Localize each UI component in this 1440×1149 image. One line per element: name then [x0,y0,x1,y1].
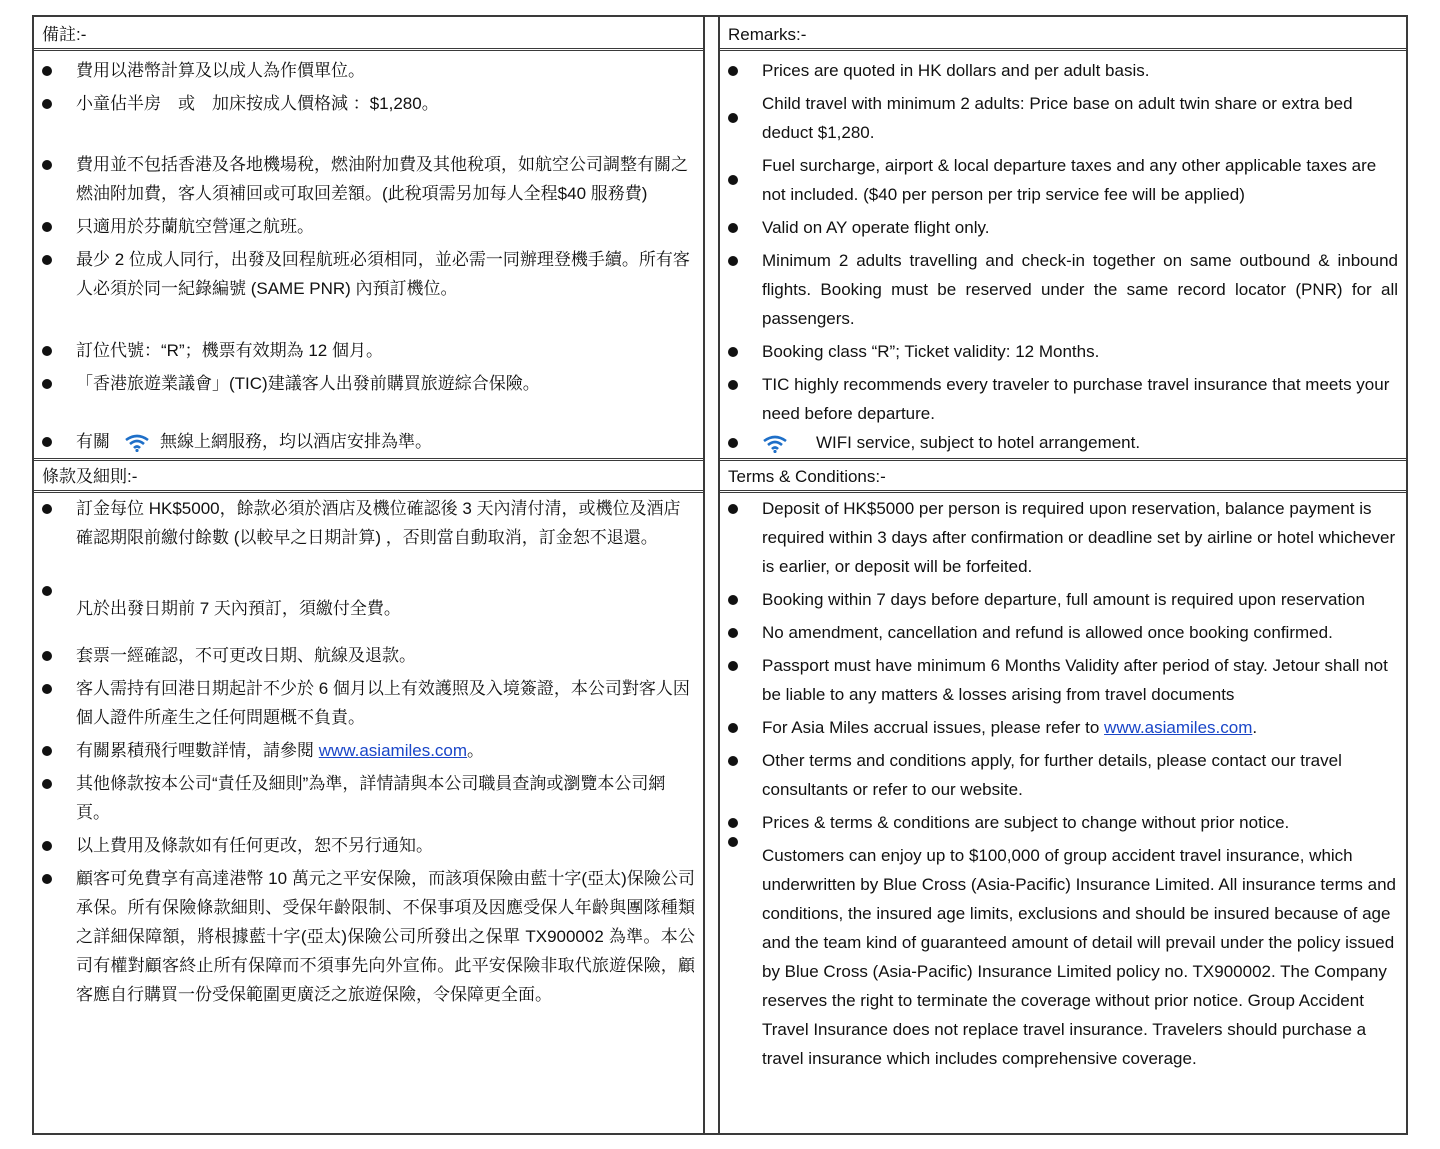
bullet-dot [42,874,52,884]
asiamiles-link[interactable]: www.asiamiles.com [1104,718,1253,737]
list-item: Booking class “R”; Ticket validity: 12 Months. [720,337,1406,366]
bullet-dot [728,113,738,123]
remarks-en-section [720,55,1406,457]
bullet-dot [728,66,738,76]
bullet-dot [728,438,738,448]
bullet-dot [728,380,738,390]
bullet-dot [42,99,52,109]
list-item: Other terms and conditions apply, for further details, please contact our travel consultants or refer to our website. [720,746,1406,804]
bullet-dot [42,66,52,76]
terms-document [32,15,1408,1135]
list-item: 只適用於芬蘭航空營運之航班。 [34,212,703,241]
asiamiles-link[interactable]: www.asiamiles.com [318,741,468,760]
list-item: 套票一經確認，不可更改日期、航線及退款。 [34,641,703,670]
bullet-dot [42,586,52,596]
list-item: Prices & terms & conditions are subject to change without prior notice. [720,808,1406,837]
list-item: TIC highly recommends every traveler to purchase travel insurance that meets your need before departure. [720,370,1406,428]
list-item: 費用以港幣計算及以成人為作價單位。 [34,56,703,85]
bullet-dot [42,160,52,170]
remarks-header-en: Remarks:- [720,19,1406,51]
bullet-dot [42,379,52,389]
terms-header-en: Terms & Conditions:- [720,458,1406,493]
terms-en-section [720,494,1406,1073]
bullet-dot [728,661,738,671]
list-item: 客人需持有回港日期起計不少於 6 個月以上有效護照及入境簽證，本公司對客人因個人證件所產生之任何問題概不負責。 [34,674,703,732]
list-item: 顧客可免費享有高達港幣 10 萬元之平安保險，而該項保險由藍十字(亞太)保險公司承保。所有保險條款細則、受保年齡限制、不保事項及因應受保人年齡與團隊種類之詳細保障額，將根據藍十字(亞太)保險公司所發出之保單 TX900002 為準。本公司有權對顧客終止所有保障而不須事先向外宣佈。此平安保險非取代旅遊保險，顧客應自行購買一份受保範圍更廣泛之旅遊保險，令保障更全面。 [34,864,703,1009]
list-item: Child travel with minimum 2 adults: Price base on adult twin share or extra bed deduct $1,280. [720,89,1406,147]
bullet-dot [42,255,52,265]
remarks-zh-section [34,55,703,456]
bullet-dot [42,222,52,232]
bullet-dot [728,256,738,266]
list-item: 凡於出發日期前 7 天內預訂，須繳付全費。 [34,584,703,623]
list-item: WIFI service, subject to hotel arrangement. [720,428,1406,457]
list-item: 以上費用及條款如有任何更改，恕不另行通知。 [34,831,703,860]
wifi-icon [762,435,788,453]
bullet-dot [42,651,52,661]
list-item: Deposit of HK$5000 per person is required upon reservation, balance payment is required within 3 days after confirmation or deadline set by airline or hotel whichever is earlier, or deposit will be forfeited. [720,494,1406,581]
bullet-dot [728,818,738,828]
list-item: Booking within 7 days before departure, full amount is required upon reservation [720,585,1406,614]
bullet-dot [728,837,738,847]
list-item: 有關累積飛行哩數詳情，請參閱 www.asiamiles.com。 [34,736,703,765]
list-item: 最少 2 位成人同行，出發及回程航班必須相同，並必需一同辦理登機手續。所有客人必須於同一紀錄編號 (SAME PNR) 內預訂機位。 [34,245,703,303]
bullet-dot [42,346,52,356]
bullet-dot [728,595,738,605]
list-item: 訂位代號：“R”；機票有效期為 12 個月。 [34,336,703,365]
list-item: 費用並不包括香港及各地機場稅，燃油附加費及其他稅項，如航空公司調整有關之燃油附加費，客人須補回或可取回差額。(此稅項需另加每人全程$40 服務費) [34,150,703,208]
bullet-dot [728,756,738,766]
list-item: Prices are quoted in HK dollars and per adult basis. [720,56,1406,85]
terms-header-zh: 條款及細則:- [34,458,703,493]
list-item: Passport must have minimum 6 Months Validity after period of stay. Jetour shall not be liable to any matters & losses arising from travel documents [720,651,1406,709]
list-item: 訂金每位 HK$5000，餘款必須於酒店及機位確認後 3 天內清付清，或機位及酒店確認期限前繳付餘數 (以較早之日期計算) ，否則當自動取消，訂金恕不退還。 [34,494,703,552]
list-item: Customers can enjoy up to $100,000 of group accident travel insurance, which underwritten by Blue Cross (Asia-Pacific) Insurance Limited. All insurance terms and conditions, the insured age limits, exclusions and should be insured because of age and the team kind of guaranteed amount of detail will prevail under the policy issued by Blue Cross (Asia-Pacific) Insurance Limited policy no. TX900002. The Company reserves the right to terminate the coverage without prior notice. Group Accident Travel Insurance does not replace travel insurance. Travelers should purchase a travel insurance which includes comprehensive coverage. [720,841,1406,1073]
bullet-dot [42,437,52,447]
bullet-dot [728,504,738,514]
list-item: For Asia Miles accrual issues, please refer to www.asiamiles.com. [720,713,1406,742]
bullet-dot [728,723,738,733]
bullet-dot [728,347,738,357]
list-item: Fuel surcharge, airport & local departure taxes and any other applicable taxes are not included. ($40 per person per trip service fee will be applied) [720,151,1406,209]
list-item: Valid on AY operate flight only. [720,213,1406,242]
column-divider [703,17,720,1133]
list-item: 有關 無線上網服務，均以酒店安排為準。 [34,427,703,456]
wifi-icon [124,434,150,452]
list-item: No amendment, cancellation and refund is allowed once booking confirmed. [720,618,1406,647]
bullet-dot [728,175,738,185]
list-item: 「香港旅遊業議會」(TIC)建議客人出發前購買旅遊綜合保險。 [34,369,703,398]
list-item: 小童佔半房 或 加床按成人價格減 ：$1,280。 [34,89,703,118]
bullet-dot [42,779,52,789]
bullet-dot [42,504,52,514]
bullet-dot [728,628,738,638]
terms-zh-section [34,494,703,1009]
remarks-header-zh: 備註:- [34,19,703,51]
bullet-dot [42,684,52,694]
list-item: 其他條款按本公司“責任及細則”為準，詳情請與本公司職員查詢或瀏覽本公司網頁。 [34,769,703,827]
bullet-dot [42,746,52,756]
list-item: Minimum 2 adults travelling and check-in together on same outbound & inbound flights. Booking must be reserved under the same record locator (PNR) for all passengers. [720,246,1406,333]
bullet-dot [42,841,52,851]
bullet-dot [728,223,738,233]
